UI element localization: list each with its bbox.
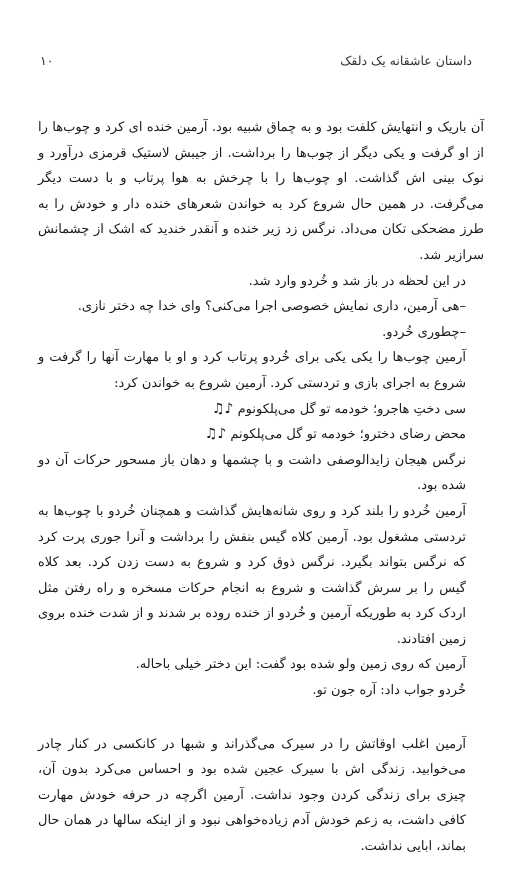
page-number: ۱۰ bbox=[40, 52, 54, 68]
paragraph: در این لحظه در باز شد و خُردو وارد شد. bbox=[248, 273, 466, 289]
paragraph: نرگس هیجان زایدالوصفی داشت و با چشمها و دهان باز مسحور حرکات آن دو شده بود. bbox=[38, 452, 466, 494]
paragraph: آرمین چوب‌ها را یکی یکی برای خُردو پرتاب کرد و او با مهارت آنها را گرفت و شروع به اجرای بازی و تردستی کرد. آرمین شروع به خواندن کرد: bbox=[38, 350, 466, 391]
music-note-icon: ♪♫ bbox=[211, 400, 234, 417]
book-title: داستان عاشقانه یک دلقک bbox=[340, 52, 472, 68]
song-line bbox=[38, 422, 484, 448]
song-line bbox=[38, 397, 484, 423]
dialogue-line: خُردو جواب داد: آره جون تو. bbox=[312, 683, 466, 699]
music-note-icon: ♪♫ bbox=[204, 426, 227, 443]
paragraph: آرمین خُردو را بلند کرد و روی شانه‌هایش گذاشت و همچنان خُردو با چوب‌ها به تردستی مشغول بود. آرمین کلاه گیس بنفش را برداشت و آنرا جوری پرت کرد که نرگس بتواند بگیرد. نرگس ذوق کرد و شروع به دست زدن کرد. بعد کلاه گیس را بر سرش گذاشت و شروع به انجام حرکات مسخره و راه رفتن مثل اردک کرد به طوریکه آرمین و خُردو از خنده روده بر شدند و از شدت خنده بروی زمین افتادند. bbox=[38, 503, 466, 647]
section-break bbox=[38, 704, 484, 732]
paragraph: آرمین اغلب اوقاتش را در سیرک می‌گذراند و شبها در کانکسی در کنار چادر می‌خوابید. زندگی اش با سیرک عجین شده بود و احساس می‌کرد بدون آن، چیزی برای زندگی کردن وجود نداشت. آرمین اگرچه در حرفه خودش مهارت کافی داشت، به زعم خودش آدم زیاده‌خواهی نبود و از اینکه سالها در همان حال بماند، ابایی نداشت. bbox=[38, 736, 466, 855]
song-lyric: محض رضای دخترو؛ خودمه تو گل می‌پلکونم bbox=[230, 427, 466, 443]
paragraph: آن باریک و انتهایش کلفت بود و به چماق شبیه بود. آرمین خنده ای کرد و چوب‌ها را از او گرفت و یکی دیگر از چوب‌ها را برداشت. از جیبش لاستیک قرمزی درآورد و نوک بینی اش گذاشت. او چوب‌ها را با چرخش به هوا پرتاب و با دست دیگر می‌گرفت. در همین حال شروع کرد به خواندن شعرهای خنده دار و خودش را به طرز مضحکی تکان می‌داد. نرگس زد زیر خنده و آنقدر خندید که اشک از چشمانش سرازیر شد. bbox=[38, 120, 484, 263]
dialogue-line: –هی آرمین، داری نمایش خصوصی اجرا می‌کنی؟ وای خدا چه دختر نازی. bbox=[77, 299, 466, 315]
song-lyric: سی دختِ هاجرو؛ خودمه تو گل می‌پلکونوم bbox=[237, 401, 466, 417]
dialogue-line: آرمین که روی زمین ولو شده بود گفت: این دختر خیلی باحاله. bbox=[135, 657, 466, 673]
running-header bbox=[40, 49, 472, 71]
dialogue-line: –چطوری خُردو. bbox=[382, 324, 466, 340]
body-text bbox=[38, 115, 484, 860]
